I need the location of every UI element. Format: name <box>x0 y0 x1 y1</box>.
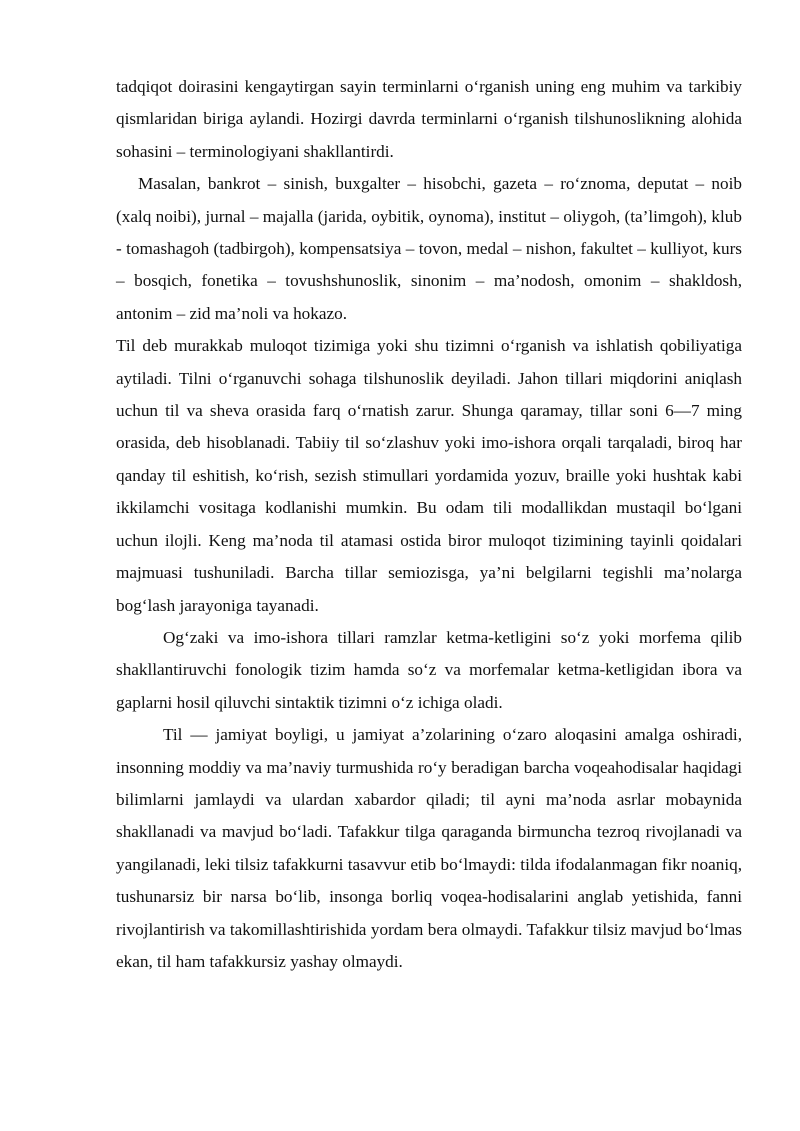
paragraph-language-and-thought: Til — jamiyat boyligi, u jamiyat a’zolarining o‘zaro aloqasini amalga oshiradi, insonning moddiy va ma’naviy turmushida ro‘y beradigan barcha voqeahodisalar haqidagi bilimlarni jamlaydi va ulardan xabardor qiladi; til ayni ma’noda asrlar mobaynida shakllanadi va mavjud bo‘ladi. Tafakkur tilga qaraganda birmuncha tezroq rivojlanadi va yangilanadi, leki tilsiz tafakkurni tasavvur etib bo‘lmaydi: tilda ifodalanmagan fikr noaniq, tushunarsiz bir narsa bo‘lib, insonga borliq voqea-hodisalarini anglab yetishida, fanni rivojlantirish va takomillashtirishida yordam bera olmaydi. Tafakkur tilsiz mavjud bo‘lmas ekan, til ham tafakkursiz yashay olmaydi. <box>116 725 742 971</box>
paragraph-spoken-sign-languages: Og‘zaki va imo-ishora tillari ramzlar ketma-ketligini so‘z yoki morfema qilib shakllantiruvchi fonologik tizim hamda so‘z va morfemalar ketma-ketligidan ibora va gaplarni hosil qiluvchi sintaktik tizimni o‘z ichiga oladi. <box>116 627 742 712</box>
paragraph-language-definition: Til deb murakkab muloqot tizimiga yoki shu tizimni o‘rganish va ishlatish qobiliyatiga aytiladi. Tilni o‘rganuvchi sohaga tilshunoslik deyiladi. Jahon tillari miqdorini aniqlash uchun til va sheva orasida farq o‘rnatish zarur. Shunga qaramay, tillar soni 6—7 ming orasida, deb hisoblanadi. Tabiiy til so‘zlashuv yoki imo-ishora orqali tarqaladi, biroq har qanday til eshitish, ko‘rish, sezish stimullari yordamida yozuv, braille yoki hushtak kabi ikkilamchi vositaga kodlanishi mumkin. Bu odam tili modallikdan mustaqil bo‘lgani uchun ilojli. Keng ma’noda til atamasi ostida biror muloqot tizimining tayinli qoidalari majmuasi tushuniladi. Barcha tillar semiozisga, ya’ni belgilarni tegishli ma’nolarga bog‘lash jarayoniga tayanadi. <box>116 336 742 615</box>
paragraph-examples: Masalan, bankrot – sinish, buxgalter – hisobchi, gazeta – ro‘znoma, deputat – noib (xalq noibi), jurnal – majalla (jarida, oybitik, oynoma), institut – oliygoh, (ta’limgoh), klub - tomashagoh (tadbirgoh), kompensatsiya – tovon, medal – nishon, fakultet – kulliyot, kurs – bosqich, fonetika – tovushshunoslik, sinonim – ma’nodosh, omonim – shakldosh, antonim – zid ma’noli va hokazo. <box>116 174 742 323</box>
paragraph-terminology-continuation: tadqiqot doirasini kengaytirgan sayin terminlarni o‘rganish uning eng muhim va tarkibiy qismlaridan biriga aylandi. Hozirgi davrda terminlarni o‘rganish tilshunoslikning alohida sohasini – terminologiyani shakllantirdi. <box>116 77 742 161</box>
document-body <box>116 71 742 978</box>
